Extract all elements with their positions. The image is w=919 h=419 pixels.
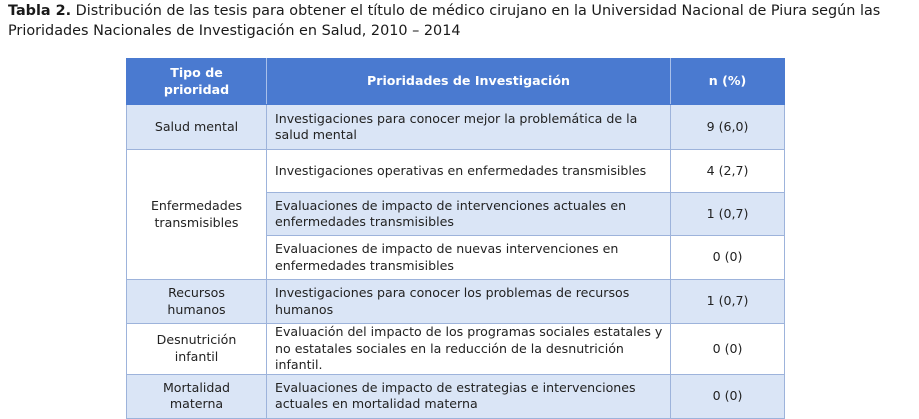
caption-text: Distribución de las tesis para obtener el título de médico cirujano en la Universidad Nacional de Piura según las Prioridades Nacionales de Investigación en Salud, 2010 – 2014 — [8, 3, 881, 39]
header-prioridades: Prioridades de Investigación — [267, 59, 671, 105]
row-category: Recursos humanos — [127, 280, 267, 324]
row-category: Mortalidad materna — [127, 374, 267, 418]
row-value: 9 (6,0) — [671, 105, 785, 150]
row-category: Enfermedades transmisibles — [127, 150, 267, 280]
table-row — [127, 105, 785, 150]
header-n-pct: n (%) — [671, 59, 785, 105]
table-header-row — [127, 59, 785, 105]
row-description: Evaluación del impacto de los programas sociales estatales y no estatales sociales en la reducción de la desnutrición infantil. — [267, 324, 671, 375]
row-category: Salud mental — [127, 105, 267, 150]
table-row — [127, 150, 785, 193]
table-row — [127, 324, 785, 375]
row-value: 1 (0,7) — [671, 193, 785, 236]
row-category: Desnutrición infantil — [127, 324, 267, 375]
priorities-table — [126, 58, 785, 419]
header-tipo-prioridad: Tipo de prioridad — [127, 59, 267, 105]
caption-label: Tabla 2. — [8, 3, 72, 19]
row-description: Investigaciones para conocer mejor la problemática de la salud mental — [267, 105, 671, 150]
row-description: Evaluaciones de impacto de intervenciones actuales en enfermedades transmisibles — [267, 193, 671, 236]
table-caption — [8, 2, 913, 41]
row-value: 1 (0,7) — [671, 280, 785, 324]
row-description: Evaluaciones de impacto de nuevas intervenciones en enfermedades transmisibles — [267, 236, 671, 280]
table-row — [127, 280, 785, 324]
row-description: Evaluaciones de impacto de estrategias e intervenciones actuales en mortalidad materna — [267, 374, 671, 418]
row-value: 0 (0) — [671, 324, 785, 375]
row-description: Investigaciones para conocer los problemas de recursos humanos — [267, 280, 671, 324]
row-value: 0 (0) — [671, 236, 785, 280]
row-value: 0 (0) — [671, 374, 785, 418]
row-description: Investigaciones operativas en enfermedades transmisibles — [267, 150, 671, 193]
row-value: 4 (2,7) — [671, 150, 785, 193]
table-row — [127, 374, 785, 418]
